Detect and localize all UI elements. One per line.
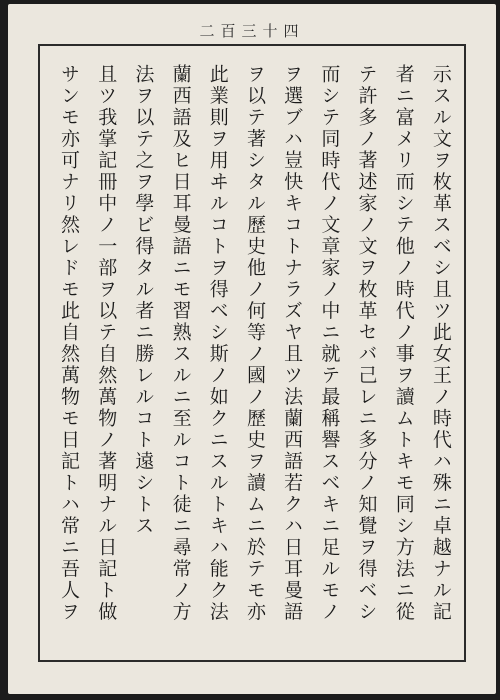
text-column: 且ツ我掌記冊中ノ一部ヲ以テ自然萬物ノ著明ナル日記ト做 <box>95 64 118 623</box>
text-column: 此業則ヲ用ヰルコトヲ得ベシ斯ノ如クニスルトキハ能ク法 <box>206 64 229 623</box>
text-column: 者ニ富メリ而シテ他ノ時代ノ事ヲ讀ムトキモ同シ方法ニ從 <box>392 64 415 623</box>
book-page <box>8 4 496 694</box>
text-frame <box>38 44 466 662</box>
text-column: ヲ以テ著シタル歷史他ノ何等ノ國ノ歷史ヲ讀ムニ於テモ亦 <box>243 64 266 623</box>
text-column: テ許多ノ著述家ノ文ヲ枚革セバ己レニ多分ノ知覺ヲ得ベシ <box>355 64 378 623</box>
text-column: 示スル文ヲ枚革スベシ且ツ此女王ノ時代ハ殊ニ卓越ナル記 <box>429 64 452 623</box>
page-number: 二百三十四 <box>199 22 305 40</box>
text-body <box>54 64 450 650</box>
text-column: ヲ選ブハ豈快キコトナラズヤ且ツ法蘭西語若クハ日耳曼語 <box>281 64 304 623</box>
text-column: 蘭西語及ヒ日耳曼語ニモ習熟スルニ至ルコト徒ニ尋常ノ方 <box>169 64 192 623</box>
text-column: 而シテ同時代ノ文章家ノ中ニ就テ最稱譽スベキニ足ルモノ <box>318 64 341 623</box>
text-column: 法ヲ以テ之ヲ學ビ得タル者ニ勝レルコト遠シトス <box>132 64 155 537</box>
text-column: サンモ亦可ナリ然レドモ此自然萬物モ日記トハ常ニ吾人ヲ <box>58 64 80 623</box>
